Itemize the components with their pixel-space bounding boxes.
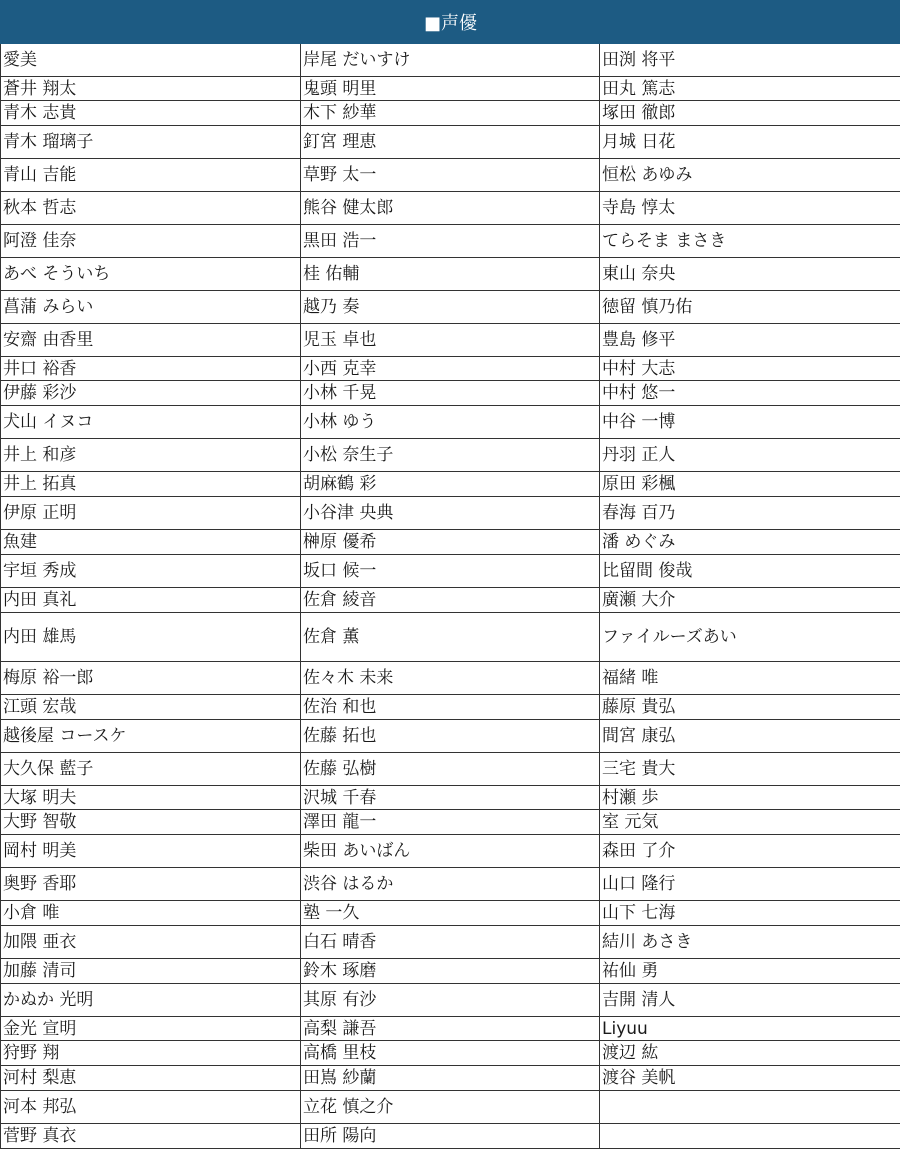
name-cell: あべ そういち <box>1 258 301 291</box>
name-cell: 藤原 貴弘 <box>600 695 900 720</box>
name-cell: 中村 大志 <box>600 357 900 381</box>
name-cell: 内田 真礼 <box>1 588 301 613</box>
name-cell: 小倉 唯 <box>1 901 301 926</box>
name-cell: 渡辺 紘 <box>600 1041 900 1066</box>
name-cell: てらそま まさき <box>600 225 900 258</box>
name-cell: Liyuu <box>600 1017 900 1041</box>
name-cell: 村瀬 歩 <box>600 786 900 810</box>
name-cell: 魚建 <box>1 530 301 555</box>
name-cell: 寺島 惇太 <box>600 192 900 225</box>
name-cell: 其原 有沙 <box>301 984 600 1017</box>
name-cell: 原田 彩楓 <box>600 472 900 497</box>
name-cell: 安齋 由香里 <box>1 324 301 357</box>
name-cell: 釘宮 理恵 <box>301 126 600 159</box>
name-cell: 中谷 一博 <box>600 406 900 439</box>
name-cell: 間宮 康弘 <box>600 720 900 753</box>
name-cell: 豊島 修平 <box>600 324 900 357</box>
name-cell: 加隈 亜衣 <box>1 926 301 959</box>
table-title: ■声優 <box>1 1 900 44</box>
name-cell: 東山 奈央 <box>600 258 900 291</box>
name-cell: 小西 克幸 <box>301 357 600 381</box>
name-cell: 森田 了介 <box>600 835 900 868</box>
name-cell: 草野 太一 <box>301 159 600 192</box>
name-cell: 祐仙 勇 <box>600 959 900 984</box>
name-cell: 山口 隆行 <box>600 868 900 901</box>
table-row <box>1 44 900 77</box>
name-cell: 小林 ゆう <box>301 406 600 439</box>
name-cell: 犬山 イヌコ <box>1 406 301 439</box>
table-row <box>1 1124 900 1149</box>
name-cell: 胡麻鶴 彩 <box>301 472 600 497</box>
name-cell: 児玉 卓也 <box>301 324 600 357</box>
name-cell: 河本 邦弘 <box>1 1091 301 1124</box>
name-cell: かぬか 光明 <box>1 984 301 1017</box>
name-cell: 春海 百乃 <box>600 497 900 530</box>
name-cell: 榊原 優希 <box>301 530 600 555</box>
name-cell: 吉開 清人 <box>600 984 900 1017</box>
name-cell: 中村 悠一 <box>600 381 900 406</box>
table-row <box>1 530 900 555</box>
table-row <box>1 439 900 472</box>
name-cell: 青木 志貴 <box>1 101 301 126</box>
table-row <box>1 324 900 357</box>
table-row <box>1 984 900 1017</box>
table-row <box>1 810 900 835</box>
name-cell: 丹羽 正人 <box>600 439 900 472</box>
name-cell: 黒田 浩一 <box>301 225 600 258</box>
name-cell: 青木 瑠璃子 <box>1 126 301 159</box>
name-cell: 田所 陽向 <box>301 1124 600 1149</box>
table-row <box>1 192 900 225</box>
name-cell: 室 元気 <box>600 810 900 835</box>
name-cell: 菅野 真衣 <box>1 1124 301 1149</box>
table-row <box>1 225 900 258</box>
name-cell: 沢城 千春 <box>301 786 600 810</box>
table-row <box>1 588 900 613</box>
name-cell <box>600 1124 900 1149</box>
table-row <box>1 695 900 720</box>
table-row <box>1 720 900 753</box>
name-cell: 井上 和彦 <box>1 439 301 472</box>
name-cell: 加藤 清司 <box>1 959 301 984</box>
table-row <box>1 613 900 662</box>
name-cell: 結川 あさき <box>600 926 900 959</box>
name-cell: 大塚 明夫 <box>1 786 301 810</box>
name-cell: 鈴木 琢磨 <box>301 959 600 984</box>
name-cell: 佐々木 未来 <box>301 662 600 695</box>
name-cell: 佐藤 弘樹 <box>301 753 600 786</box>
name-cell: 比留間 俊哉 <box>600 555 900 588</box>
table-row <box>1 786 900 810</box>
name-cell: 木下 紗華 <box>301 101 600 126</box>
table-row <box>1 1091 900 1124</box>
name-cell: 渋谷 はるか <box>301 868 600 901</box>
name-cell: 大野 智敬 <box>1 810 301 835</box>
name-cell: 月城 日花 <box>600 126 900 159</box>
name-cell: 恒松 あゆみ <box>600 159 900 192</box>
name-cell: 熊谷 健太郎 <box>301 192 600 225</box>
table-row <box>1 1041 900 1066</box>
table-row <box>1 357 900 381</box>
name-cell: 坂口 候一 <box>301 555 600 588</box>
name-cell: 大久保 藍子 <box>1 753 301 786</box>
name-cell: 蒼井 翔太 <box>1 77 301 101</box>
name-cell: 廣瀬 大介 <box>600 588 900 613</box>
name-cell: 田嶌 紗蘭 <box>301 1066 600 1091</box>
name-cell: 江頭 宏哉 <box>1 695 301 720</box>
name-cell: 山下 七海 <box>600 901 900 926</box>
name-cell: 徳留 慎乃佑 <box>600 291 900 324</box>
table-row <box>1 959 900 984</box>
name-cell: 佐藤 拓也 <box>301 720 600 753</box>
name-cell: 佐倉 綾音 <box>301 588 600 613</box>
name-cell: 小林 千晃 <box>301 381 600 406</box>
name-cell: 菖蒲 みらい <box>1 291 301 324</box>
table-row <box>1 868 900 901</box>
table-row <box>1 835 900 868</box>
table-row <box>1 258 900 291</box>
name-cell: 狩野 翔 <box>1 1041 301 1066</box>
table-row <box>1 126 900 159</box>
name-cell: 潘 めぐみ <box>600 530 900 555</box>
name-cell: 小松 奈生子 <box>301 439 600 472</box>
name-cell: 阿澄 佳奈 <box>1 225 301 258</box>
table-row <box>1 406 900 439</box>
table-row <box>1 662 900 695</box>
name-cell: 越後屋 コースケ <box>1 720 301 753</box>
name-cell: 梅原 裕一郎 <box>1 662 301 695</box>
name-cell: 伊原 正明 <box>1 497 301 530</box>
table-row <box>1 381 900 406</box>
name-cell: 岸尾 だいすけ <box>301 44 600 77</box>
name-cell: 三宅 貴大 <box>600 753 900 786</box>
name-cell: 塾 一久 <box>301 901 600 926</box>
name-cell: ファイルーズあい <box>600 613 900 662</box>
table-row <box>1 1017 900 1041</box>
name-cell: 伊藤 彩沙 <box>1 381 301 406</box>
name-cell: 越乃 奏 <box>301 291 600 324</box>
table-row <box>1 497 900 530</box>
name-cell: 井上 拓真 <box>1 472 301 497</box>
name-cell: 田丸 篤志 <box>600 77 900 101</box>
name-cell: 高橋 里枝 <box>301 1041 600 1066</box>
name-cell: 佐倉 薫 <box>301 613 600 662</box>
name-cell: 立花 慎之介 <box>301 1091 600 1124</box>
table-row <box>1 472 900 497</box>
table-row <box>1 753 900 786</box>
table-body <box>1 44 900 1149</box>
table-row <box>1 901 900 926</box>
name-cell: 白石 晴香 <box>301 926 600 959</box>
table-row <box>1 1066 900 1091</box>
name-cell: 小谷津 央典 <box>301 497 600 530</box>
name-cell <box>600 1091 900 1124</box>
name-cell: 青山 吉能 <box>1 159 301 192</box>
name-cell: 愛美 <box>1 44 301 77</box>
table-row <box>1 101 900 126</box>
name-cell: 澤田 龍一 <box>301 810 600 835</box>
table-row <box>1 77 900 101</box>
name-cell: 佐治 和也 <box>301 695 600 720</box>
name-cell: 福緒 唯 <box>600 662 900 695</box>
name-cell: 田渕 将平 <box>600 44 900 77</box>
table-row <box>1 291 900 324</box>
name-cell: 井口 裕香 <box>1 357 301 381</box>
name-cell: 奥野 香耶 <box>1 868 301 901</box>
name-cell: 渡谷 美帆 <box>600 1066 900 1091</box>
name-cell: 金光 宣明 <box>1 1017 301 1041</box>
name-cell: 桂 佑輔 <box>301 258 600 291</box>
table-row <box>1 159 900 192</box>
name-cell: 高梨 謙吾 <box>301 1017 600 1041</box>
table-row <box>1 926 900 959</box>
table-row <box>1 555 900 588</box>
name-cell: 宇垣 秀成 <box>1 555 301 588</box>
name-cell: 塚田 徹郎 <box>600 101 900 126</box>
name-cell: 柴田 あいばん <box>301 835 600 868</box>
name-cell: 河村 梨恵 <box>1 1066 301 1091</box>
name-cell: 岡村 明美 <box>1 835 301 868</box>
name-cell: 秋本 哲志 <box>1 192 301 225</box>
name-cell: 鬼頭 明里 <box>301 77 600 101</box>
name-cell: 内田 雄馬 <box>1 613 301 662</box>
